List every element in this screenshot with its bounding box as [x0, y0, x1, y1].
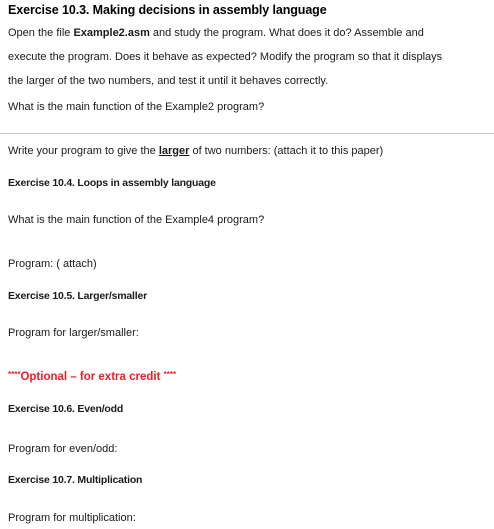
write-program-instruction [8, 145, 383, 157]
question-example2: What is the main function of the Example2 program? [8, 101, 265, 113]
intro-line-2: execute the program. Does it behave as expected? Modify the program so that it displays [8, 51, 443, 63]
intro-text: Open the file [8, 27, 74, 39]
intro-text: and study the program. What does it do? Assemble and [149, 27, 424, 39]
emphasized-word: larger [158, 145, 190, 157]
stars: **** [8, 370, 21, 379]
optional-label: Optional – for extra credit [20, 371, 164, 383]
instruction-text: Write your program to give the [8, 145, 159, 157]
instruction-text: of two numbers: (attach it to this paper) [189, 145, 384, 157]
intro-line-3: the larger of the two numbers, and test it until it behaves correctly. [8, 75, 329, 87]
question-example4: What is the main function of the Example4 program? [8, 214, 265, 226]
program-multiplication-label: Program for multiplication: [8, 512, 136, 524]
file-name: Example2.asm [73, 27, 150, 39]
exercise-10-7-heading: Exercise 10.7. Multiplication [8, 474, 143, 486]
page-title: Exercise 10.3. Making decisions in assembly language [8, 3, 327, 17]
program-attach-label: Program: ( attach) [8, 258, 97, 270]
program-even-odd-label: Program for even/odd: [8, 443, 118, 455]
exercise-10-6-heading: Exercise 10.6. Even/odd [8, 403, 124, 415]
optional-extra-credit-banner [8, 370, 176, 383]
intro-line-1 [8, 27, 424, 39]
stars: **** [163, 370, 177, 379]
program-larger-smaller-label: Program for larger/smaller: [8, 327, 139, 339]
exercise-10-5-heading: Exercise 10.5. Larger/smaller [8, 290, 147, 302]
exercise-10-4-heading: Exercise 10.4. Loops in assembly language [8, 177, 216, 189]
divider [0, 133, 494, 134]
